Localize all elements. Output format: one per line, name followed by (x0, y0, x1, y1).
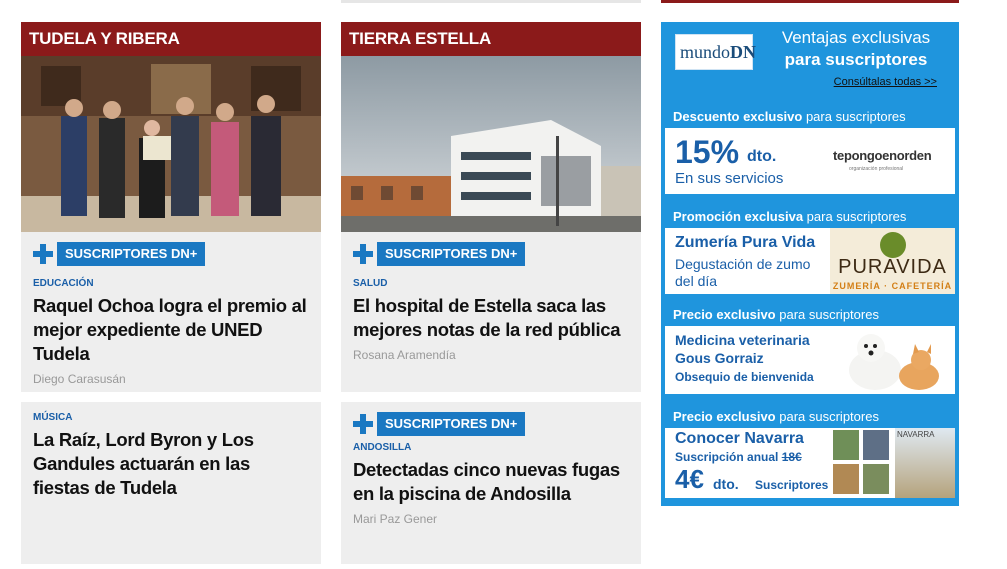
offer-line-1: Medicina veterinaria (675, 332, 810, 348)
discount-percent: 15% (675, 134, 740, 170)
ad-top-divider (661, 0, 959, 3)
offer-description: Degustación de zumo del día (675, 256, 811, 289)
puravida-subtitle: ZUMERÍA · CAFETERÍA (832, 281, 953, 291)
subscribers-badge (33, 242, 309, 266)
puravida-logo (830, 228, 955, 294)
subscriber-benefits-ad[interactable] (661, 22, 959, 506)
story-card-uned[interactable] (21, 232, 321, 392)
offer-title-rest: para suscriptores (775, 409, 879, 424)
plus-icon (353, 244, 373, 264)
story-card-andosilla[interactable] (341, 402, 641, 564)
tepongoenorden-subtitle: organización profesional (849, 166, 904, 172)
offer-conocer-navarra[interactable] (665, 406, 955, 498)
story-photo-award[interactable] (21, 56, 321, 232)
logo-text-b: DN (730, 42, 757, 62)
offer-line-2: Gous Gorraiz (675, 350, 764, 366)
subscribers-label: SUSCRIPTORES DN+ (377, 412, 525, 436)
offer-title (665, 406, 955, 428)
offer-description: En sus servicios (675, 170, 784, 187)
offer-business-name: Zumería Pura Vida (675, 234, 816, 251)
mundodn-logo[interactable] (675, 34, 757, 70)
subscribers-suffix: Suscriptores (755, 478, 829, 492)
offer-title (665, 304, 955, 326)
story-category[interactable]: ANDOSILLA (353, 442, 412, 453)
magazine-covers (833, 430, 891, 494)
old-price: 18€ (781, 450, 802, 464)
section-title[interactable]: TUDELA Y RIBERA (21, 22, 321, 56)
offer-title-rest: para suscriptores (775, 307, 879, 322)
puravida-brand: PURAVIDA (838, 256, 947, 278)
offer-title-bold: Precio exclusivo (673, 307, 776, 322)
ad-tagline-bold: para suscriptores (784, 50, 928, 69)
plus-icon (33, 244, 53, 264)
new-price: 4€ (675, 464, 704, 494)
top-divider (341, 0, 641, 3)
offer-body (665, 326, 955, 394)
offer-title-bold: Descuento exclusivo (673, 109, 803, 124)
story-headline[interactable]: Detectadas cinco nuevas fugas en la piscina de Andosilla (353, 459, 620, 504)
offer-body (665, 128, 955, 194)
offer-title (665, 206, 955, 228)
subscribers-label: SUSCRIPTORES DN+ (377, 242, 525, 266)
logo-text-a: mundo (680, 42, 731, 62)
offer-title-bold: Precio exclusivo (673, 409, 776, 424)
section-tierra-estella (341, 22, 641, 564)
ad-tagline: Ventajas exclusivas (781, 28, 931, 47)
view-all-offers-link[interactable]: Consúltalas todas >> (833, 76, 937, 88)
plus-icon (353, 414, 373, 434)
offer-title-bold: Promoción exclusiva (673, 209, 804, 224)
story-author[interactable]: Mari Paz Gener (353, 512, 438, 526)
offer-business-name: Conocer Navarra (675, 430, 804, 447)
offer-line-3: Obsequio de bienvenida (675, 370, 814, 384)
story-headline[interactable]: La Raíz, Lord Byron y Los Gandules actuarán en las fiestas de Tudela (33, 429, 254, 498)
section-title[interactable]: TIERRA ESTELLA (341, 22, 641, 56)
section-tudela-ribera (21, 22, 321, 564)
subscribers-badge (353, 412, 629, 436)
story-category[interactable]: SALUD (353, 278, 388, 289)
offer-title-rest: para suscriptores (803, 209, 907, 224)
story-headline[interactable]: Raquel Ochoa logra el premio al mejor expediente de UNED Tudela (33, 295, 307, 364)
story-author[interactable]: Rosana Aramendía (353, 348, 456, 362)
offer-body (665, 428, 955, 498)
offer-body (665, 228, 955, 294)
story-card-hospital[interactable] (341, 232, 641, 392)
story-category[interactable]: EDUCACIÓN (33, 278, 94, 289)
dog-and-cat-image (835, 326, 955, 394)
story-author[interactable]: Diego Carasusán (33, 372, 126, 386)
story-card-fiestas[interactable] (21, 402, 321, 564)
discount-label: dto. (747, 148, 777, 165)
story-headline[interactable]: El hospital de Estella saca las mejores notas de la red pública (353, 295, 621, 340)
coffee-bean-icon (880, 232, 906, 258)
offer-veterinaria[interactable] (665, 304, 955, 394)
subscription-label: Suscripción anual (675, 450, 782, 464)
offer-title (665, 106, 955, 128)
offer-tepongoenorden[interactable] (665, 106, 955, 194)
offer-puravida[interactable] (665, 206, 955, 294)
subscribers-label: SUSCRIPTORES DN+ (57, 242, 205, 266)
discount-label: dto. (713, 476, 739, 492)
subscription-old-price (675, 450, 802, 464)
navarra-cover-label: NAVARRA (897, 430, 935, 439)
story-photo-hospital[interactable] (341, 56, 641, 232)
story-category[interactable]: MÚSICA (33, 412, 73, 423)
offer-title-rest: para suscriptores (802, 109, 906, 124)
ad-header (661, 22, 959, 102)
tepongoenorden-logo: tepongoenorden (833, 148, 932, 163)
subscribers-badge (353, 242, 629, 266)
